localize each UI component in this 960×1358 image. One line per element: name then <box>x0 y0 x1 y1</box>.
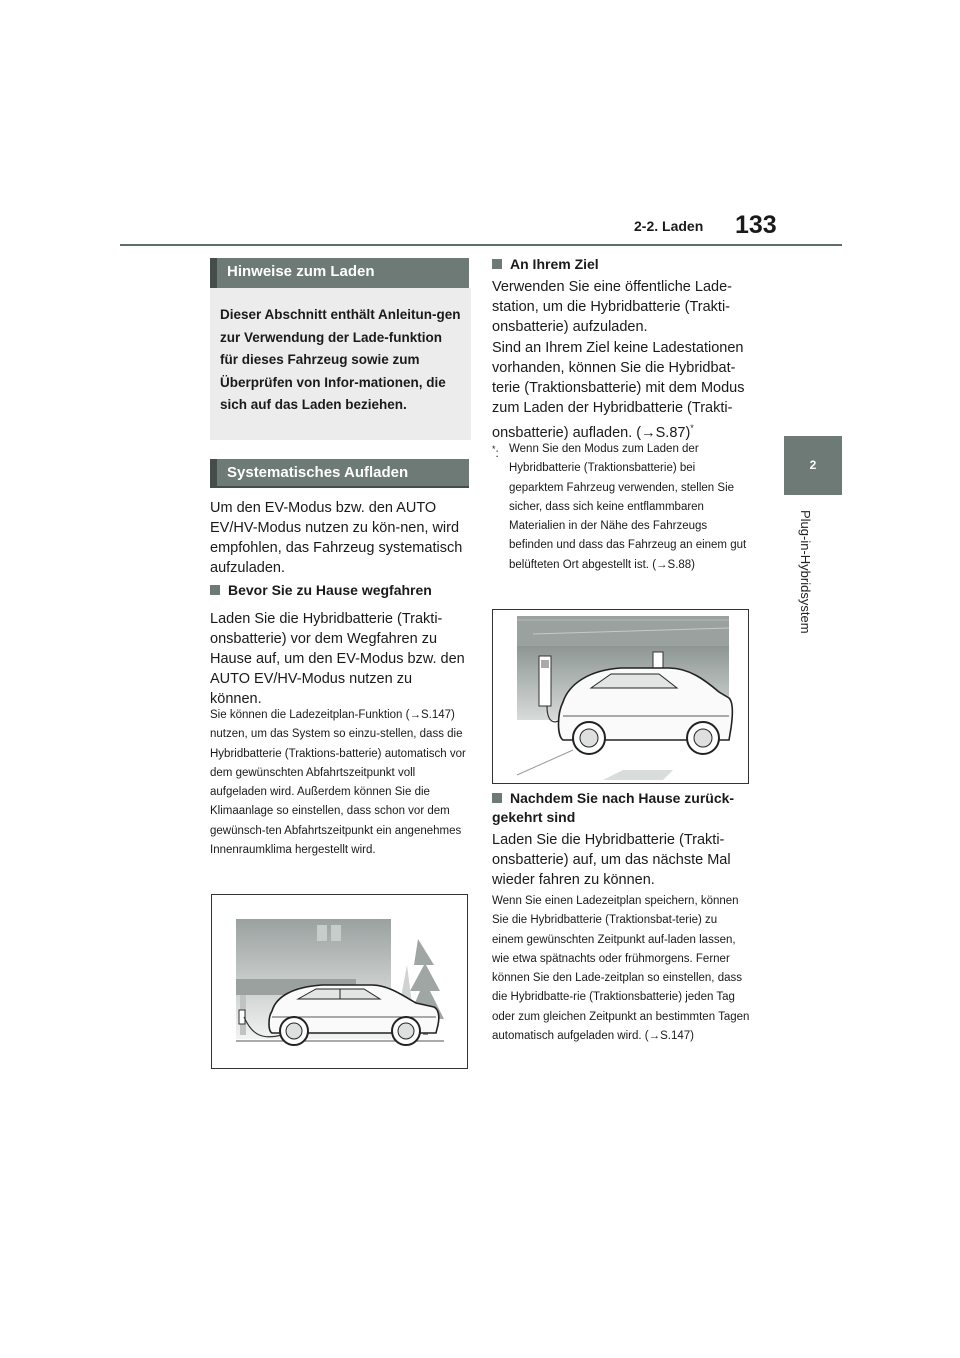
bullet-square-icon <box>492 259 502 269</box>
paragraph: Verwenden Sie eine öffentliche Lade-station, um die Hybridbatterie (Trakti-onsbatterie) aufzuladen. <box>492 279 732 335</box>
footnote <box>492 440 747 575</box>
paragraph: Laden Sie die Hybridbatterie (Trakti-onsbatterie) vor dem Wegfahren zu Hause auf, um den EV-Modus bzw. den AUTO EV/HV-Modus nutzen zu können. <box>210 611 465 707</box>
bullet-heading <box>492 255 752 274</box>
heading-systematisch: Systematisches Aufladen <box>210 459 469 488</box>
header-rule <box>120 244 842 246</box>
bullet-square-icon <box>210 585 220 595</box>
footnote-text: Wenn Sie den Modus zum Laden der Hybridbatterie (Traktionsbatterie) bei geparktem Fahrzeug verwenden, stellen Sie sicher, dass sich keine entflammbaren Materialien in der Nähe des Fahrzeugs befinden und dass das Fahrzeug an einem gut belüfteten Ort abgestellt ist. (→S.88) <box>509 443 747 571</box>
paragraph-text: Sind an Ihrem Ziel keine Ladestationen vorhanden, können Sie die Hybridbat-terie (Traktionsbatterie) mit dem Modus zum Laden der Hybridbatterie (Trakti-onsbatterie) aufladen. (→S.87) <box>492 340 745 441</box>
bullet-heading-text: Nachdem Sie nach Hause zurück-gekehrt sind <box>492 790 735 825</box>
footnote-label-mark: * <box>492 444 496 454</box>
figure-home-charging <box>211 894 468 1069</box>
footnote-label-colon: : <box>495 447 499 460</box>
bullet-heading <box>210 581 470 600</box>
paragraph-small: Sie können die Ladezeitplan-Funktion (→S.147) nutzen, um das System so einzu-stellen, dass die Hybridbatterie (Traktions-batterie) automatisch vor dem gewünschten Abfahrtszeitpunkt voll aufgeladen wird. Außerdem können Sie die Klimaanlage so einstellen, dass schon vor dem gewünsch-ten Abfahrtszeitpunkt ein angenehmes Innenraumklima hergestellt wird. <box>210 709 466 857</box>
figure-station-charging <box>492 609 749 784</box>
page-number: 133 <box>735 211 777 239</box>
paragraph <box>492 338 750 443</box>
home-charging-illustration <box>212 895 467 1068</box>
section-title: 2-2. Laden <box>634 218 704 234</box>
bullet-heading <box>492 789 754 827</box>
intro-text: Dieser Abschnitt enthält Anleitun-gen zur Verwendung der Lade-funktion für dieses Fahrzeug sowie zum Überprüfen von Infor-mationen, die sich auf das Laden beziehen. <box>220 307 461 412</box>
paragraph-small: Wenn Sie einen Ladezeitplan speichern, können Sie die Hybridbatterie (Traktionsbat-terie) zu einem gewünschten Zeitpunkt auf-laden lassen, wie etwa spätnachts oder frühmorgens. Ferner können Sie den Lade-zeitplan so einstellen, dass die Hybridbatte-rie (Traktionsbatterie) jeden Tag oder zum gleichen Zeitpunkt an bestimmten Tagen automatisch aufgeladen wird. (→S.147) <box>492 895 750 1043</box>
station-charging-illustration <box>493 610 748 783</box>
chapter-title: Plug-in-Hybridsystem <box>798 510 813 634</box>
paragraph: Laden Sie die Hybridbatterie (Trakti-onsbatterie) auf, um das nächste Mal wieder fahren zu können. <box>492 832 731 888</box>
footnote-marker: * <box>690 423 694 433</box>
chapter-tab: 2 <box>784 436 842 495</box>
heading-hinweise: Hinweise zum Laden <box>210 258 469 288</box>
bullet-square-icon <box>492 793 502 803</box>
footnote-label <box>492 440 499 464</box>
bullet-heading-text: Bevor Sie zu Hause wegfahren <box>228 582 432 598</box>
intro-box <box>210 288 471 440</box>
paragraph: Um den EV-Modus bzw. den AUTO EV/HV-Modus nutzen zu kön-nen, wird empfohlen, das Fahrzeug systematisch aufzuladen. <box>210 500 463 576</box>
bullet-heading-text: An Ihrem Ziel <box>510 256 599 272</box>
